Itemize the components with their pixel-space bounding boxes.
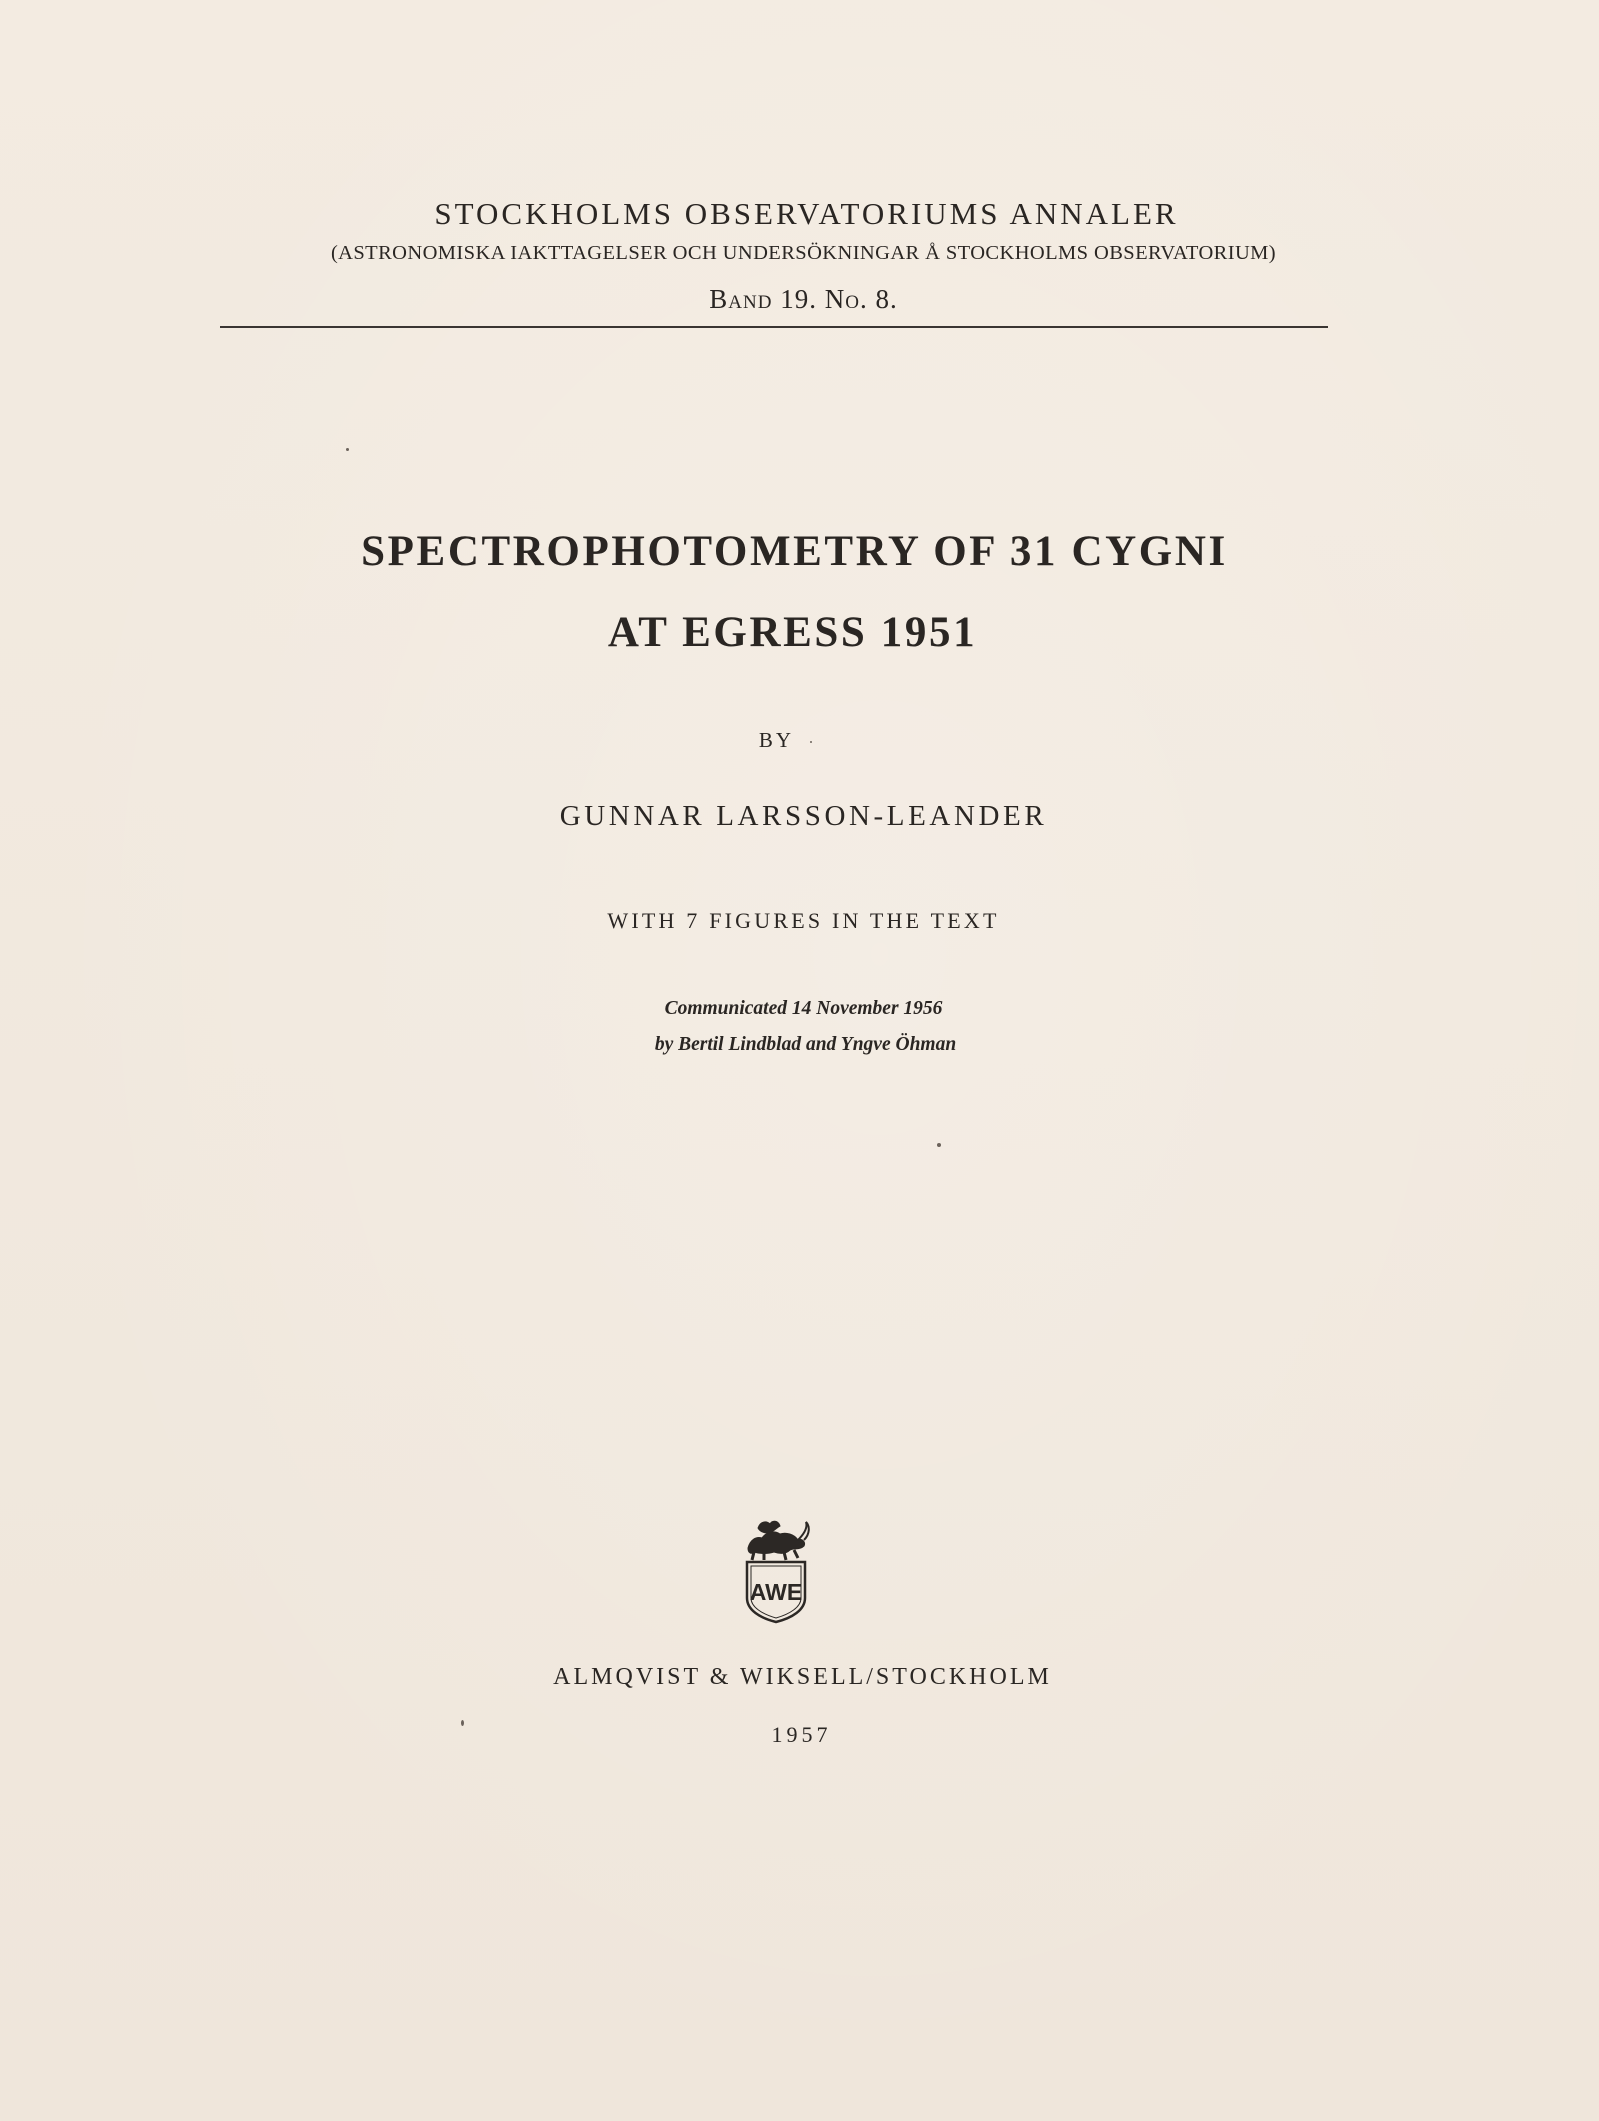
- series-subtitle: (ASTRONOMISKA IAKTTAGELSER OCH UNDERSÖKNINGAR Å STOCKHOLMS OBSERVATORIUM): [330, 242, 1277, 264]
- paper-speck: [461, 1720, 464, 1726]
- paper-title-line-1: SPECTROPHOTOMETRY OF 31 CYGNI: [361, 528, 1228, 575]
- author-name: GUNNAR LARSSON-LEANDER: [559, 800, 1048, 832]
- paper-speck: [810, 741, 812, 743]
- by-label: BY: [758, 728, 795, 752]
- series-volume: Band 19. No. 8.: [709, 284, 898, 314]
- paper-title-line-2: AT EGRESS 1951: [607, 609, 978, 656]
- header-rule: [220, 326, 1328, 328]
- publisher-lion-shield-logo-icon: [740, 1514, 812, 1624]
- paper-speck: [346, 448, 349, 451]
- figures-note: WITH 7 FIGURES IN THE TEXT: [607, 908, 1000, 933]
- logo-lettering: AWE: [749, 1579, 803, 1605]
- publication-year: 1957: [771, 1722, 832, 1747]
- communicated-by: by Bertil Lindblad and Yngve Öhman: [654, 1034, 957, 1055]
- publisher-name: ALMQVIST & WIKSELL/STOCKHOLM: [553, 1664, 1052, 1690]
- communicated-date: Communicated 14 November 1956: [664, 998, 943, 1019]
- series-title: STOCKHOLMS OBSERVATORIUMS ANNALER: [434, 196, 1179, 231]
- paper-speck: [937, 1143, 941, 1147]
